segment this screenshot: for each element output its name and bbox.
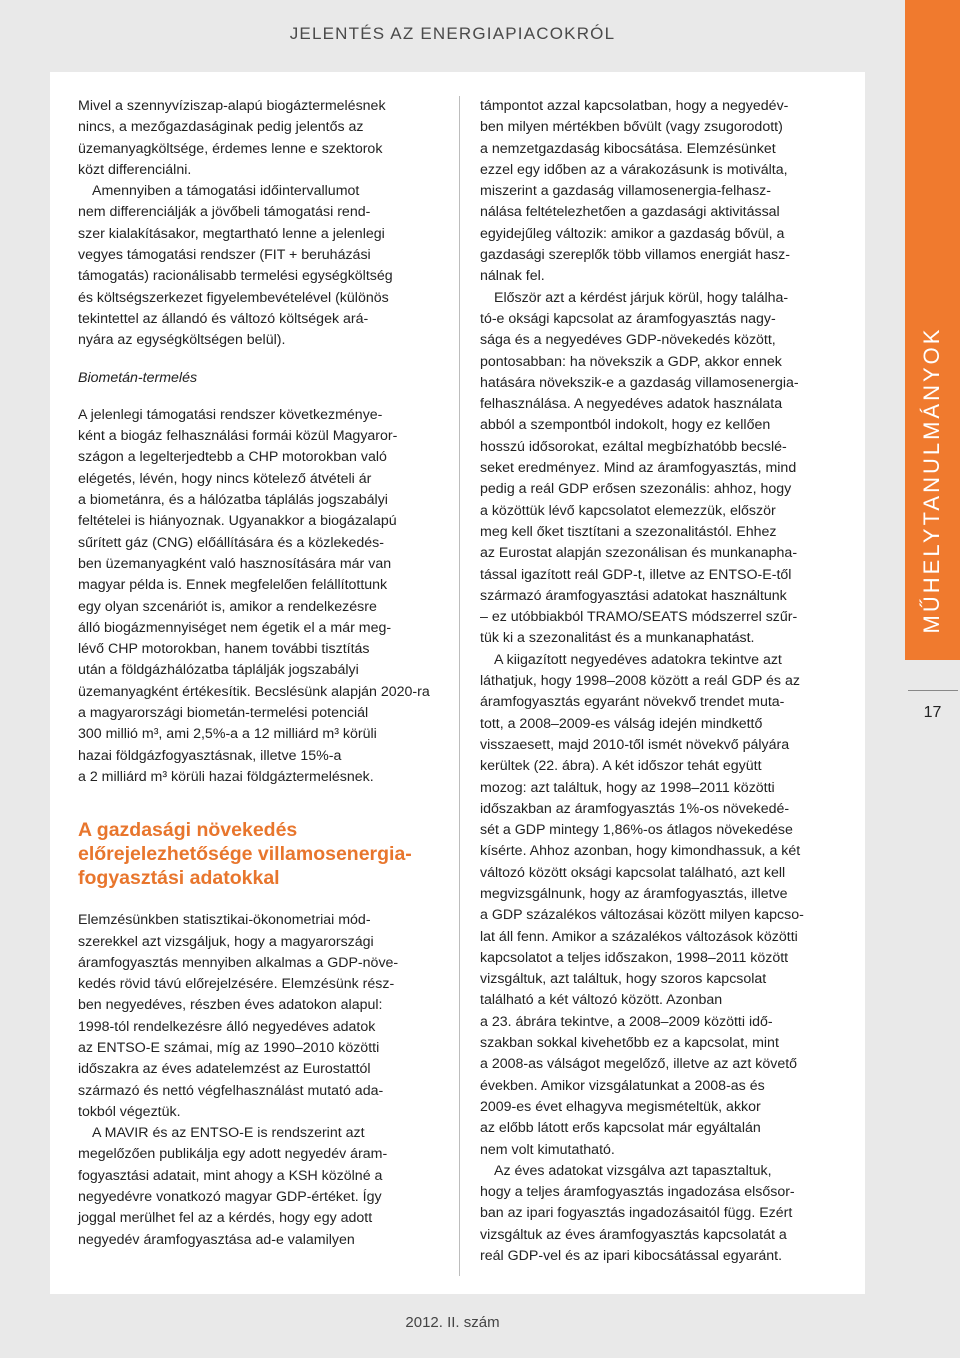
paragraph: Elemzésünkben statisztikai-ökonometriai mód- szerekkel azt vizsgáljuk, hogy a magyarországi áramfogyasztás mennyiben alkalmas a GDP-növe- kedés rövid távú előrejelzésére. Elemzésünk rész- ben negyedéves, részben éves adatokon alapul: 1998-tól rendelkezésre álló negyedéves adatok az ENTSO-E számai, míg az 1990–2010 közötti időszakra az éves adatelemzést az Eurostattól származó és nettó végfelhasználást mutató ada- tokból végeztük. (78, 912, 399, 1120)
paragraph: Az éves adatokat vizsgálva azt tapasztaltuk, hogy a teljes áramfogyasztás ingadozása elsősor- ban az ipari fogyasztás ingadozásaitól függ. Ezért vizsgáltuk az éves áramfogyasztás kapcsolatát a reál GDP-vel és az ipari kibocsátással egyaránt. (480, 1162, 795, 1265)
column-divider (459, 96, 460, 1276)
paragraph: A jelenlegi támogatási rendszer következménye- ként a biogáz felhasználási formái közül Magyaror- szágon a legelterjedtebb a CHP motorokban való elégetés, lévén, hogy nincs kötelező átvételi ár a biometánra, és a hálózatba táplálás jogszabályi feltételei is hiányoznak. Ugyanakkor a biogázalapú sűrített gáz (CNG) előállítására és a közlekedés- ben üzemanyagként való hasznosítására már van magyar példa is. Ennek megfelelően felállítottunk egy olyan szcenáriót is, amikor a rendelkezésre álló biogázmennyiséget nem égetik el a már meg- lévő CHP motorokban, hanem további tisztítás után a földgázhálózatba táplálják jogszabályi üzemanyagként értékesítik. Becslésünk alapján 2020-ra a magyarországi biometán-termelési potenciál 300 millió m³, ami 2,5%-a a 12 milliárd m³ körüli hazai földgázfogyasztásnak, illetve 15%-a a 2 milliárd m³ körüli hazai földgáztermelésnek. (78, 406, 430, 785)
paragraph: Amennyiben a támogatási időintervallumot nem differenciálják a jövőbeli támogatási rend- szer kialakításakor, megtartható lenne a jelenlegi vegyes támogatási rendszer (FIT + beruházási támogatás) racionálisabb termelési egységköltség és költségszerkezet figyelembevételével (különös tekintettel az állandó és változó költségek ará- nyára az egységköltségen belül). (78, 183, 393, 349)
section-label: MŰHELYTANULMÁNYOK (919, 326, 944, 634)
paragraph: A kiigazított negyedéves adatokra tekintve azt láthatjuk, hogy 1998–2008 között a reál GDP és az áramfogyasztás egyaránt növekvő trendet muta- tott, a 2008–2009-es válság idején mindkettő visszaesett, majd 2010-től ismét növekvő pályára kerültek (22. ábra). A két időszor tehát együtt mozog: azt találtuk, hogy az 1998–2011 közötti időszakban az áramfogyasztás 1%-os növekedé- sét a GDP mintegy 1,86%-os átlagos növekedése kísérte. Ahhoz azonban, hogy kimondhassuk, a két változó között oksági kapcsolat található, azt kell megvizsgálnunk, hogy az áramfogyasztás, illetve a GDP százalékos változásai között milyen kapcso- lat áll fenn. Amikor a százalékos változások közötti kapcsolatot a teljes időszakon, 1998–2011 között vizsgáltuk, azt találtuk, hogy szoros kapcsolat található a két változó között. Azonban a 23. ábrára tekintve, a 2008–2009 közötti idő- szakban sokkal kivehetőbb ez a kapcsolat, mint a 2008-as válságot megelőző, illetve az azt követő években. Amikor vizsgálatunkat a 2008-as és 2009-es évet elhagyva megismételtük, akkor az előbb látott erős kapcsolat már egyáltalán nem volt kimutatható. (480, 651, 804, 1158)
paragraph: Először azt a kérdést járjuk körül, hogy találha- tó-e oksági kapcsolat az áramfogyasztás nagy- sága és a negyedéves GDP-növekedés között, pontosabban: ha növekszik a GDP, akkor ennek hatására növekszik-e a gazdaság villamosenergia- felhasználása. A negyedéves adatok használata abból a szempontból indokolt, hogy ez kellően hosszú idősorokat, ezáltal megbízhatóbb becslé- seket eredményez. Mind az áramfogyasztás, mind pedig a reál GDP erősen szezonális: ahhoz, hogy a közöttük lévő kapcsolatot elemezzük, először meg kell őket tisztítani a szezonalitástól. Ehhez az Eurostat alapján szezonálisan és munkanapha- tással igazított reál GDP-t, illetve az ENTSO-E-től származó áramfogyasztási adatokat használtunk – ez utóbbiakból TRAMO/SEATS módszerrel szűr- tük ki a szezonalitást és a munkanaphatást. (480, 289, 799, 647)
right-column (480, 96, 840, 1267)
left-column (78, 96, 438, 1251)
paragraph: A MAVIR és az ENTSO-E is rendszerint azt megelőzően publikálja egy adott negyedév áram- fogyasztási adatait, mint ahogy a KSH közölné a negyedévre vonatkozó magyar GDP-értéket. Így joggal merülhet fel az a kérdés, hogy egy adott negyedév áramfogyasztása ad-e valamilyen (78, 1125, 388, 1248)
journal-title: JELENTÉS AZ ENERGIAPIACOKRÓL (289, 24, 616, 43)
section-heading: A gazdasági növekedés előrejelezhetősége villamosenergia- fogyasztási adatokkal (78, 819, 412, 890)
page-number-rule (908, 690, 958, 691)
issue-footer: 2012. II. szám (405, 1314, 500, 1331)
paragraph: támpontot azzal kapcsolatban, hogy a negyedév- ben milyen mértékben bővült (vagy zsugorodott) a nemzetgazdaság kibocsátása. Elemzésünket ezzel egy időben az a várakozásunk is motiválta, miszerint a gazdaság villamosenergia-felhasz- nálása feltételezhetően a gazdasági aktivitással egyidejűleg változik: amikor a gazdaság bővül, a gazdasági szereplők több villamos energiát hasz- nálnak fel. (480, 98, 790, 285)
page-number: 17 (923, 704, 942, 721)
running-header (0, 0, 905, 70)
subheading: Biometán-termelés (78, 369, 198, 386)
paragraph: Mivel a szennyvíziszap-alapú biogáztermelésnek nincs, a mezőgazdaságinak pedig jelentős az üzemanyagköltsége, érdemes lenne e szektorok közt differenciálni. (78, 98, 386, 178)
